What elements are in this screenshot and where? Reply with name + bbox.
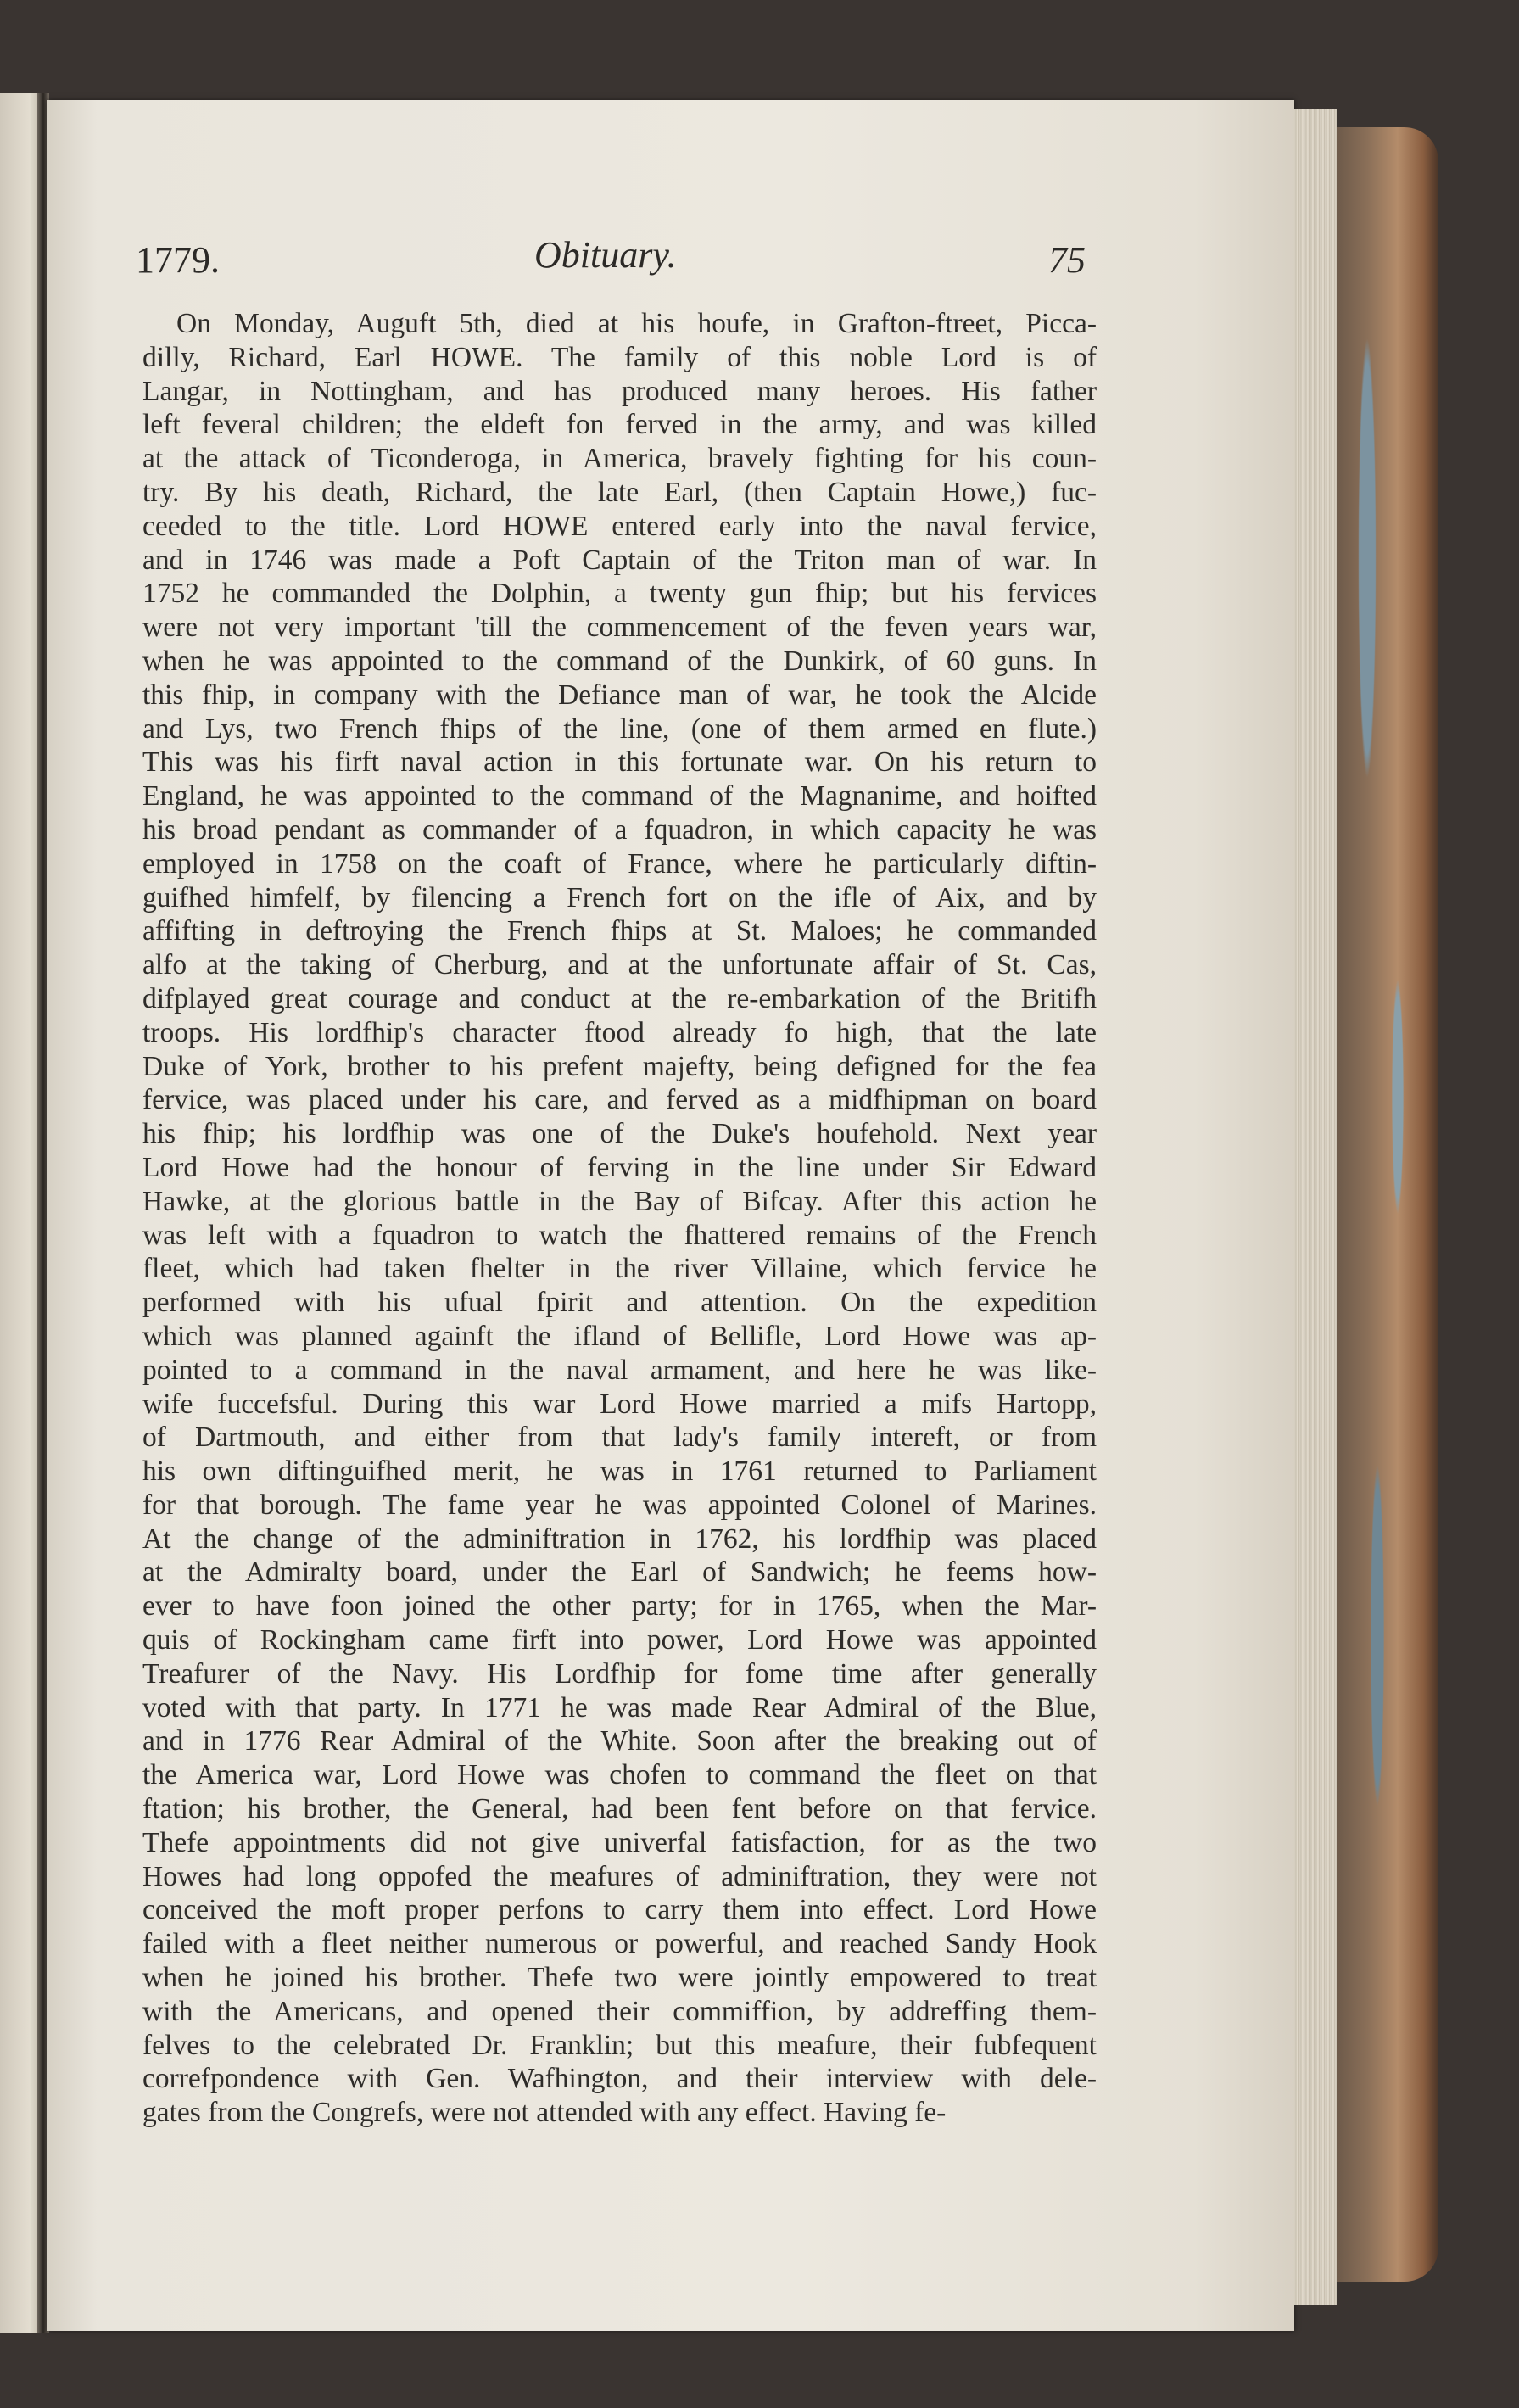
text-line: Lord Howe had the honour of ferving in the line under Sir Edward: [142, 1151, 1097, 1183]
text-line: Howes had long oppofed the meafures of adminiftration, they were not: [142, 1860, 1097, 1892]
text-line: gates from the Congrefs, were not attended with any effect. Having fe-: [142, 2097, 947, 2129]
text-line: Treafurer of the Navy. His Lordfhip for fome time after generally: [142, 1657, 1097, 1690]
text-line: quis of Rockingham came firft into power, Lord Howe was appointed: [142, 1624, 1097, 1657]
text-line: affifting in deftroying the French fhips at St. Maloes; he commanded: [142, 915, 1097, 947]
text-line: fervice, was placed under his care, and ferved as a midfhipman on board: [142, 1084, 1097, 1116]
text-line: pointed to a command in the naval armament, and here he was like-: [142, 1354, 1097, 1386]
text-line: his fhip; his lordfhip was one of the Duke's houfehold. Next year: [142, 1118, 1097, 1150]
marbled-cover: [1337, 127, 1438, 2282]
text-line: try. By his death, Richard, the late Earl, (then Captain Howe,) fuc-: [142, 476, 1097, 508]
obituary-text: [142, 307, 1097, 2130]
text-line: England, he was appointed to the command of the Magnanime, and hoifted: [142, 780, 1097, 813]
text-line: At the change of the adminiftration in 1762, his lordfhip was placed: [142, 1522, 1097, 1555]
text-line: Langar, in Nottingham, and has produced many heroes. His father: [142, 375, 1097, 407]
text-line: at the attack of Ticonderoga, in America, bravely fighting for his coun-: [142, 443, 1097, 475]
text-line: difplayed great courage and conduct at the re-embarkation of the Britifh: [142, 982, 1097, 1014]
text-line: were not very important 'till the commencement of the feven years war,: [142, 612, 1097, 644]
text-line: employed in 1758 on the coaft of France, where he particularly diftin-: [142, 847, 1097, 880]
text-line: felves to the celebrated Dr. Franklin; but this meafure, their fubfequent: [142, 2029, 1097, 2061]
text-line: left feveral children; the eldeft fon ferved in the army, and was killed: [142, 409, 1097, 441]
text-line: of Dartmouth, and either from that lady's family intereft, or from: [142, 1422, 1097, 1454]
text-line: when he was appointed to the command of the Dunkirk, of 60 guns. In: [142, 645, 1097, 677]
text-line: Thefe appointments did not give univerfal fatisfaction, for as the two: [142, 1826, 1097, 1858]
text-line: the America war, Lord Howe was chofen to command the fleet on that: [142, 1759, 1097, 1791]
text-line: ever to have foon joined the other party; for in 1765, when the Mar-: [142, 1590, 1097, 1623]
text-line: and Lys, two French fhips of the line, (one of them armed en flute.): [142, 712, 1097, 745]
text-line: ftation; his brother, the General, had been fent before on that fervice.: [142, 1793, 1097, 1825]
text-line: On Monday, Auguft 5th, died at his houfe, in Grafton-ftreet, Picca-: [176, 308, 1097, 339]
text-line: at the Admiralty board, under the Earl of Sandwich; he feems how-: [142, 1556, 1097, 1589]
running-header: [127, 233, 1094, 293]
text-line: performed with his ufual fpirit and attention. On the expedition: [142, 1287, 1097, 1319]
text-line: and in 1746 was made a Poft Captain of the Triton man of war. In: [142, 544, 1097, 576]
header-title: Obituary.: [534, 234, 677, 276]
text-line: for that borough. The fame year he was appointed Colonel of Marines.: [142, 1489, 1097, 1521]
text-line: fleet, which had taken fhelter in the river Villaine, which fervice he: [142, 1253, 1097, 1285]
text-line: his broad pendant as commander of a fquadron, in which capacity he was: [142, 813, 1097, 846]
text-line: Hawke, at the glorious battle in the Bay of Bifcay. After this action he: [142, 1185, 1097, 1217]
text-line: voted with that party. In 1771 he was made Rear Admiral of the Blue,: [142, 1691, 1097, 1724]
text-line: his own diftinguifhed merit, he was in 1761 returned to Parliament: [142, 1455, 1097, 1488]
text-line: when he joined his brother. Thefe two were jointly empowered to treat: [142, 1962, 1097, 1994]
text-line: failed with a fleet neither numerous or powerful, and reached Sandy Hook: [142, 1928, 1097, 1960]
text-line: troops. His lordfhip's character ftood already fo high, that the late: [142, 1016, 1097, 1048]
text-line: wife fuccefsful. During this war Lord Howe married a mifs Hartopp,: [142, 1388, 1097, 1420]
text-line: this fhip, in company with the Defiance man of war, he took the Alcide: [142, 679, 1097, 711]
text-line: alfo at the taking of Cherburg, and at the unfortunate affair of St. Cas,: [142, 949, 1097, 981]
left-page-edge: [0, 93, 42, 2333]
text-line: dilly, Richard, Earl HOWE. The family of this noble Lord is of: [142, 341, 1097, 373]
text-line: 1752 he commanded the Dolphin, a twenty gun fhip; but his fervices: [142, 578, 1097, 610]
text-line: Duke of York, brother to his prefent majefty, being defigned for the fea: [142, 1050, 1097, 1082]
header-year: 1779.: [136, 239, 220, 281]
text-line: guifhed himfelf, by filencing a French fort on the ifle of Aix, and by: [142, 881, 1097, 913]
text-line: correfpondence with Gen. Wafhington, and their interview with dele-: [142, 2063, 1097, 2095]
page-number: 75: [1048, 239, 1086, 281]
text-line: ceeded to the title. Lord HOWE entered early into the naval fervice,: [142, 510, 1097, 542]
text-line: was left with a fquadron to watch the fhattered remains of the French: [142, 1219, 1097, 1251]
text-line: conceived the moft proper perfons to carry them into effect. Lord Howe: [142, 1894, 1097, 1926]
text-line: and in 1776 Rear Admiral of the White. Soon after the breaking out of: [142, 1725, 1097, 1757]
text-line: with the Americans, and opened their commiffion, by addreffing them-: [142, 1995, 1097, 2027]
page-edges: [1294, 109, 1337, 2305]
text-line: which was planned againft the ifland of Bellifle, Lord Howe was ap-: [142, 1320, 1097, 1352]
text-line: This was his firft naval action in this fortunate war. On his return to: [142, 746, 1097, 779]
